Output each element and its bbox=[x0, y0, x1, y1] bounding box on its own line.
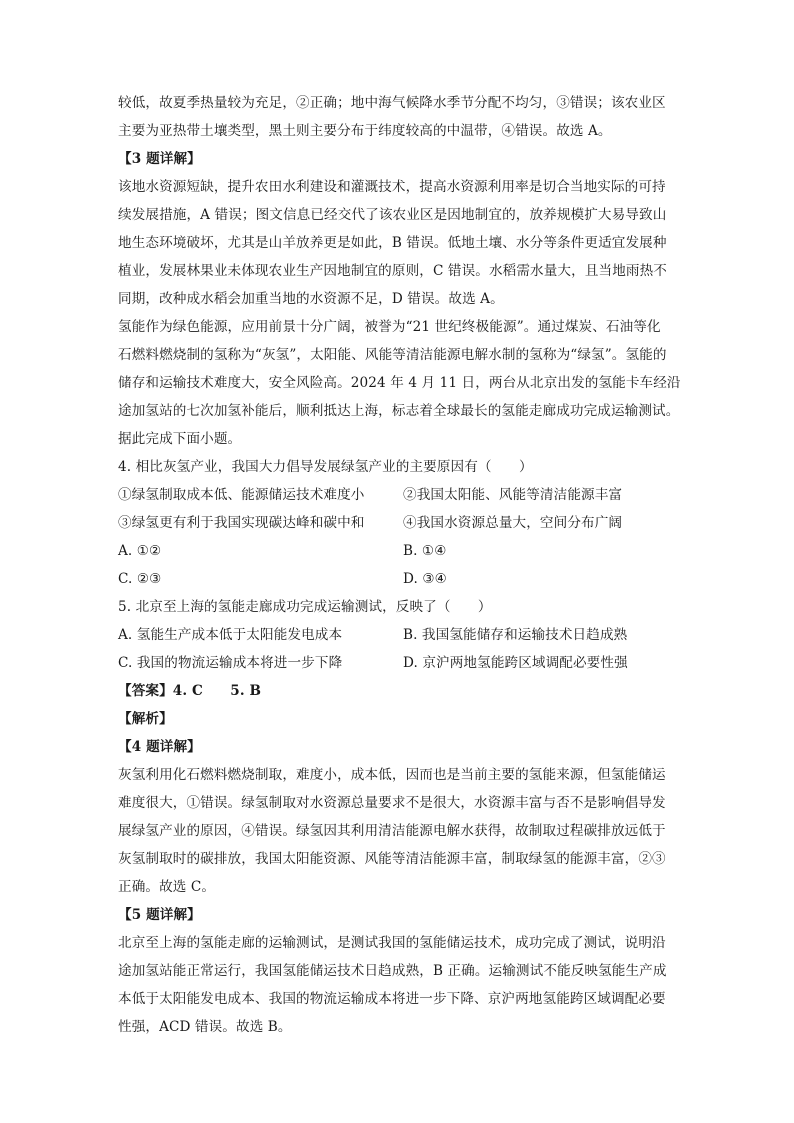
text-line: 展绿氢产业的原因，④错误。绿氢因其利用清洁能源电解水获得，故制取过程碳排放远低于 bbox=[118, 823, 666, 839]
text-line: 途加氢站能正常运行，我国氢能储运技术日趋成熟，B 正确。运输测试不能反映氢能生产成 bbox=[118, 963, 667, 979]
option-b: B. 我国氢能储存和运输技术日趋成熟 bbox=[403, 627, 628, 643]
passage-line: 氢能作为绿色能源，应用前景十分广阔，被誉为“21 世纪终极能源”。通过煤炭、石油等化 bbox=[118, 319, 661, 335]
text-line: 同期，改种成水稻会加重当地的水资源不足，D 错误。故选 A。 bbox=[118, 291, 504, 307]
option-b: B. ①④ bbox=[403, 543, 447, 559]
text-line: 本低于太阳能发电成本、我国的物流运输成本将进一步下降、京沪两地氢能跨区域调配必要 bbox=[118, 991, 666, 1007]
option-d: D. ③④ bbox=[403, 571, 447, 587]
question-4: 4. 相比灰氢产业，我国大力倡导发展绿氢产业的主要原因有（ ） bbox=[118, 459, 533, 475]
text-line: 续发展措施，A 错误；图文信息已经交代了该农业区是因地制宜的，放养规模扩大易导致山 bbox=[118, 207, 667, 223]
statement-4: ④我国水资源总量大，空间分布广阔 bbox=[403, 515, 623, 531]
text-line: 正确。故选 C。 bbox=[118, 879, 216, 895]
text-line: 该地水资源短缺，提升农田水利建设和灌溉技术，提高水资源利用率是切合当地实际的可持 bbox=[118, 179, 666, 195]
text-line: 北京至上海的氢能走廊的运输测试，是测试我国的氢能储运技术，成功完成了测试，说明沿 bbox=[118, 935, 666, 951]
text-line: 植业，发展林果业未体现农业生产因地制宜的原则，C 错误。水稻需水量大，且当地雨热不 bbox=[118, 263, 667, 279]
statement-1: ①绿氢制取成本低、能源储运技术难度小 bbox=[118, 487, 365, 503]
passage-line: 石燃料燃烧制的氢称为“灰氢”，太阳能、风能等清洁能源电解水制的氢称为“绿氢”。氢能的 bbox=[118, 347, 667, 363]
section-heading: 【5 题详解】 bbox=[118, 907, 201, 923]
option-c: C. ②③ bbox=[118, 571, 162, 587]
text-line: 灰氢利用化石燃料燃烧制取，难度小，成本低，因而也是当前主要的氢能来源，但氢能储运 bbox=[118, 767, 666, 783]
analysis-heading: 【解析】 bbox=[118, 711, 173, 727]
text-line: 难度很大，①错误。绿氢制取对水资源总量要求不是很大，水资源丰富与否不是影响倡导发 bbox=[118, 795, 666, 811]
option-c: C. 我国的物流运输成本将进一步下降 bbox=[118, 655, 343, 671]
text-line: 灰氢制取时的碳排放，我国太阳能资源、风能等清洁能源丰富，制取绿氢的能源丰富，②③ bbox=[118, 851, 666, 867]
text-line: 地生态环境破坏，尤其是山羊放养更是如此，B 错误。低地土壤、水分等条件更适宜发展种 bbox=[118, 235, 667, 251]
statement-3: ③绿氢更有利于我国实现碳达峰和碳中和 bbox=[118, 515, 365, 531]
text-line: 较低，故夏季热量较为充足，②正确；地中海气候降水季节分配不均匀，③错误；该农业区 bbox=[118, 95, 666, 111]
question-5: 5. 北京至上海的氢能走廊成功完成运输测试，反映了（ ） bbox=[118, 599, 492, 615]
answer-line: 【答案】4. C 5. B bbox=[118, 683, 262, 699]
option-d: D. 京沪两地氢能跨区域调配必要性强 bbox=[403, 655, 628, 671]
option-a: A. ①② bbox=[118, 543, 162, 559]
passage-line: 途加氢站的七次加氢补能后，顺利抵达上海，标志着全球最长的氢能走廊成功完成运输测试。 bbox=[118, 403, 680, 419]
passage-line: 据此完成下面小题。 bbox=[118, 431, 242, 447]
text-line: 性强，ACD 错误。故选 B。 bbox=[118, 1019, 292, 1035]
option-a: A. 氢能生产成本低于太阳能发电成本 bbox=[118, 627, 343, 643]
section-heading: 【3 题详解】 bbox=[118, 151, 201, 167]
statement-2: ②我国太阳能、风能等清洁能源丰富 bbox=[403, 487, 623, 503]
passage-line: 储存和运输技术难度大，安全风险高。2024 年 4 月 11 日，两台从北京出发的氢能卡车经沿 bbox=[118, 375, 681, 391]
section-heading: 【4 题详解】 bbox=[118, 739, 201, 755]
text-line: 主要为亚热带土壤类型，黑土则主要分布于纬度较高的中温带，④错误。故选 A。 bbox=[118, 123, 612, 139]
